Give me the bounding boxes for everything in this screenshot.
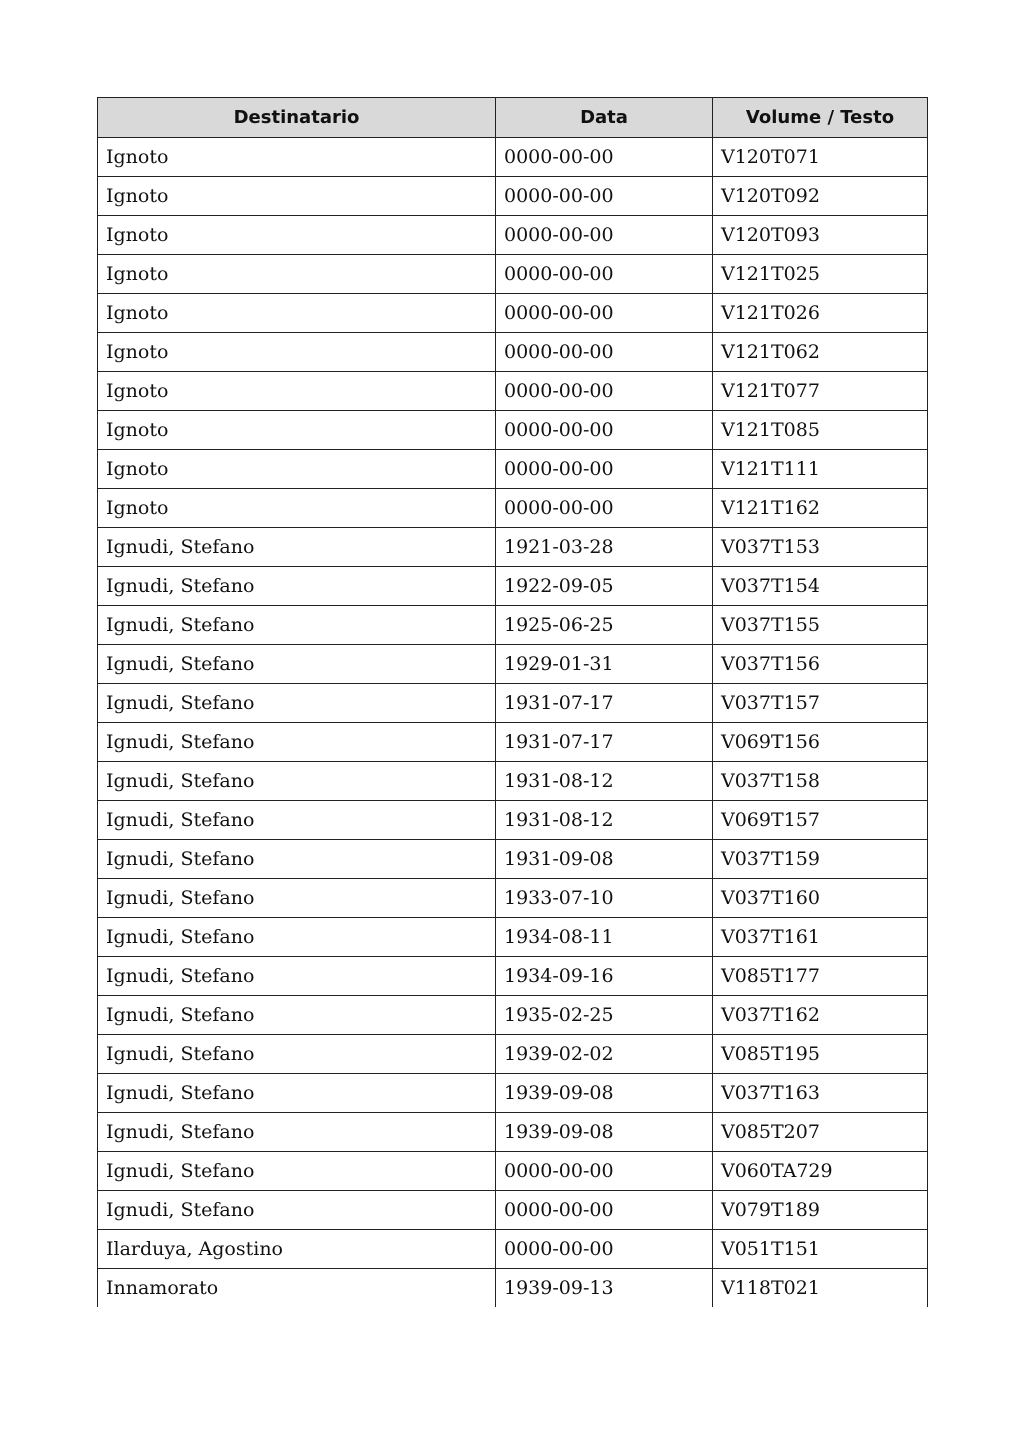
cell-data: 0000-00-00 (496, 255, 713, 294)
cell-data: 0000-00-00 (496, 1191, 713, 1230)
table-row (98, 801, 928, 840)
cell-destinatario: Ignoto (98, 489, 496, 528)
cell-volume-testo: V051T151 (713, 1230, 928, 1269)
cell-destinatario: Ignudi, Stefano (98, 1035, 496, 1074)
table-row (98, 1035, 928, 1074)
table-row (98, 762, 928, 801)
cell-destinatario: Ignoto (98, 294, 496, 333)
header-data: Data (496, 98, 713, 138)
cell-destinatario: Ignudi, Stefano (98, 1191, 496, 1230)
cell-data: 0000-00-00 (496, 216, 713, 255)
cell-data: 1925-06-25 (496, 606, 713, 645)
table-row (98, 918, 928, 957)
table-row (98, 333, 928, 372)
cell-data: 1931-07-17 (496, 684, 713, 723)
cell-data: 0000-00-00 (496, 294, 713, 333)
cell-destinatario: Ignudi, Stefano (98, 606, 496, 645)
cell-volume-testo: V037T155 (713, 606, 928, 645)
cell-data: 1934-09-16 (496, 957, 713, 996)
cell-destinatario: Ignudi, Stefano (98, 879, 496, 918)
cell-volume-testo: V121T085 (713, 411, 928, 450)
cell-data: 1939-09-08 (496, 1113, 713, 1152)
cell-destinatario: Ignudi, Stefano (98, 567, 496, 606)
cell-data: 1931-07-17 (496, 723, 713, 762)
cell-destinatario: Ignudi, Stefano (98, 1074, 496, 1113)
cell-data: 1939-02-02 (496, 1035, 713, 1074)
cell-destinatario: Ignudi, Stefano (98, 1113, 496, 1152)
cell-volume-testo: V037T160 (713, 879, 928, 918)
cell-volume-testo: V120T093 (713, 216, 928, 255)
cell-destinatario: Ignudi, Stefano (98, 918, 496, 957)
cell-volume-testo: V085T207 (713, 1113, 928, 1152)
cell-data: 1929-01-31 (496, 645, 713, 684)
cell-data: 0000-00-00 (496, 411, 713, 450)
table-row (98, 567, 928, 606)
cell-data: 1931-08-12 (496, 801, 713, 840)
cell-volume-testo: V121T026 (713, 294, 928, 333)
cell-destinatario: Ignudi, Stefano (98, 957, 496, 996)
cell-volume-testo: V085T177 (713, 957, 928, 996)
header-destinatario: Destinatario (98, 98, 496, 138)
cell-volume-testo: V037T159 (713, 840, 928, 879)
cell-data: 0000-00-00 (496, 138, 713, 177)
cell-volume-testo: V037T158 (713, 762, 928, 801)
table-row (98, 879, 928, 918)
table-row (98, 489, 928, 528)
table-row (98, 996, 928, 1035)
cell-volume-testo: V037T154 (713, 567, 928, 606)
cell-destinatario: Ignoto (98, 216, 496, 255)
cell-destinatario: Ignudi, Stefano (98, 645, 496, 684)
table-row (98, 528, 928, 567)
cell-destinatario: Ignudi, Stefano (98, 723, 496, 762)
cell-volume-testo: V120T092 (713, 177, 928, 216)
cell-volume-testo: V121T077 (713, 372, 928, 411)
cell-data: 1935-02-25 (496, 996, 713, 1035)
cell-destinatario: Ignudi, Stefano (98, 528, 496, 567)
cell-destinatario: Ignoto (98, 450, 496, 489)
header-row (98, 98, 928, 138)
cell-volume-testo: V121T062 (713, 333, 928, 372)
cell-destinatario: Ignudi, Stefano (98, 684, 496, 723)
table-row (98, 723, 928, 762)
cell-volume-testo: V069T156 (713, 723, 928, 762)
table-row (98, 177, 928, 216)
table-row (98, 1191, 928, 1230)
cell-destinatario: Innamorato (98, 1269, 496, 1308)
table-row (98, 294, 928, 333)
cell-volume-testo: V037T153 (713, 528, 928, 567)
cell-volume-testo: V037T156 (713, 645, 928, 684)
cell-destinatario: Ignoto (98, 333, 496, 372)
cell-destinatario: Ignoto (98, 177, 496, 216)
cell-data: 0000-00-00 (496, 372, 713, 411)
table-row (98, 645, 928, 684)
cell-volume-testo: V121T162 (713, 489, 928, 528)
table-body (98, 138, 928, 1308)
cell-destinatario: Ignoto (98, 411, 496, 450)
cell-data: 1921-03-28 (496, 528, 713, 567)
table-row (98, 840, 928, 879)
table-row (98, 450, 928, 489)
table-row (98, 1113, 928, 1152)
table-row (98, 1074, 928, 1113)
cell-destinatario: Ignoto (98, 255, 496, 294)
cell-data: 0000-00-00 (496, 177, 713, 216)
cell-volume-testo: V120T071 (713, 138, 928, 177)
cell-volume-testo: V121T025 (713, 255, 928, 294)
cell-data: 1933-07-10 (496, 879, 713, 918)
table-row (98, 138, 928, 177)
cell-volume-testo: V121T111 (713, 450, 928, 489)
cell-data: 0000-00-00 (496, 1152, 713, 1191)
cell-destinatario: Ignudi, Stefano (98, 1152, 496, 1191)
cell-volume-testo: V037T161 (713, 918, 928, 957)
table-row (98, 1230, 928, 1269)
cell-data: 0000-00-00 (496, 450, 713, 489)
table-row (98, 255, 928, 294)
table-row (98, 372, 928, 411)
cell-data: 1931-08-12 (496, 762, 713, 801)
cell-data: 1939-09-08 (496, 1074, 713, 1113)
cell-volume-testo: V085T195 (713, 1035, 928, 1074)
cell-destinatario: Ignudi, Stefano (98, 996, 496, 1035)
cell-volume-testo: V037T157 (713, 684, 928, 723)
cell-data: 1934-08-11 (496, 918, 713, 957)
cell-destinatario: Ignoto (98, 138, 496, 177)
cell-data: 0000-00-00 (496, 333, 713, 372)
letters-table (97, 97, 928, 1307)
cell-destinatario: Ignoto (98, 372, 496, 411)
cell-volume-testo: V037T163 (713, 1074, 928, 1113)
cell-destinatario: Ignudi, Stefano (98, 801, 496, 840)
cell-volume-testo: V069T157 (713, 801, 928, 840)
cell-data: 1922-09-05 (496, 567, 713, 606)
cell-destinatario: Ilarduya, Agostino (98, 1230, 496, 1269)
cell-data: 0000-00-00 (496, 489, 713, 528)
cell-data: 1931-09-08 (496, 840, 713, 879)
cell-volume-testo: V079T189 (713, 1191, 928, 1230)
table-row (98, 1152, 928, 1191)
table-row (98, 411, 928, 450)
table-row (98, 957, 928, 996)
table-row (98, 684, 928, 723)
cell-volume-testo: V037T162 (713, 996, 928, 1035)
cell-volume-testo: V060TA729 (713, 1152, 928, 1191)
table-row (98, 1269, 928, 1308)
header-volume-testo: Volume / Testo (713, 98, 928, 138)
cell-data: 1939-09-13 (496, 1269, 713, 1308)
table-row (98, 216, 928, 255)
table-row (98, 606, 928, 645)
cell-data: 0000-00-00 (496, 1230, 713, 1269)
cell-destinatario: Ignudi, Stefano (98, 840, 496, 879)
cell-volume-testo: V118T021 (713, 1269, 928, 1308)
cell-destinatario: Ignudi, Stefano (98, 762, 496, 801)
